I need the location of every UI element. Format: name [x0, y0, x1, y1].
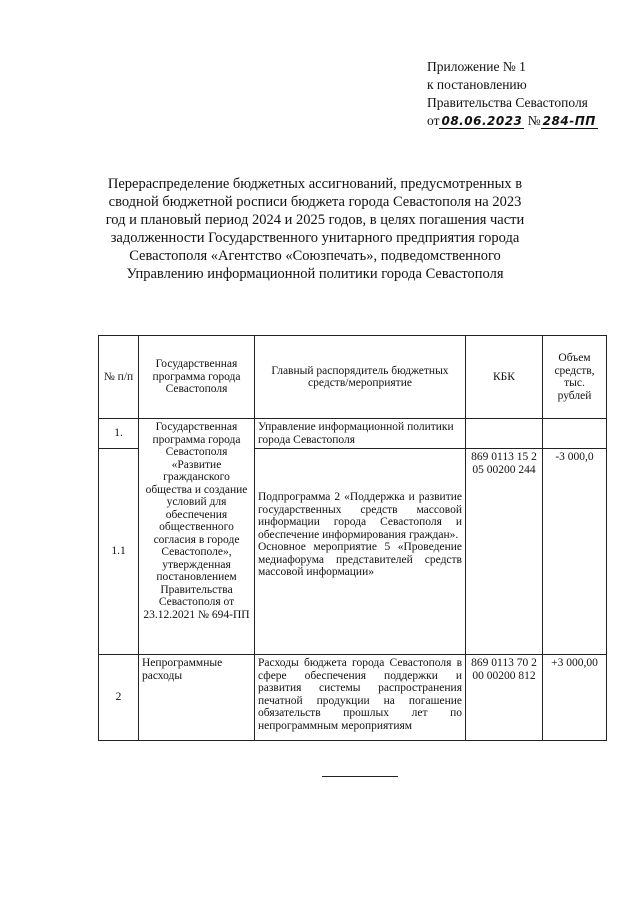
amount-cell: +3 000,00 — [543, 655, 607, 741]
amount-cell — [543, 419, 607, 449]
table-row — [99, 655, 607, 741]
header-kbk: КБК — [466, 336, 543, 419]
kbk-cell: 869 0113 70 2 00 00200 812 — [466, 655, 543, 741]
table-row — [99, 419, 607, 449]
ot-label: от — [427, 113, 440, 128]
closing-divider — [322, 776, 398, 777]
header-num: № п/п — [99, 336, 139, 419]
kbk-cell — [466, 419, 543, 449]
kbk-cell: 869 0113 15 2 05 00200 244 — [466, 449, 543, 655]
row-num: 1. — [99, 419, 139, 449]
manager-cell: Управление информационной политики города Севастополя — [255, 419, 466, 449]
appendix-issuer: Правительства Севастополя — [427, 95, 588, 110]
amount-cell: -3 000,0 — [543, 449, 607, 655]
budget-table — [98, 335, 607, 741]
document-title: Перераспределение бюджетных ассигнований, предусмотренных в сводной бюджетной росписи бюджета города Севастополя на 2023 год и плановый период 2024 и 2025 годов, в целях погашения части задолженности Государственного унитарного предприятия города Севастополя «Агентство «Союзпечать», подведомственного Управлению информационной политики города Севастополя — [105, 176, 525, 282]
row-num: 2 — [99, 655, 139, 741]
header-program: Государственная программа города Севастополя — [139, 336, 255, 419]
appendix-title: Приложение № 1 — [427, 59, 526, 74]
program-cell: Непрограммные расходы — [139, 655, 255, 741]
subprogram-text: Подпрограмма 2 «Поддержка и развитие государственных средств массовой информации города Севастополя и обеспечение информирования граждан». — [258, 491, 462, 541]
row-num: 1.1 — [99, 449, 139, 655]
main-event-text: Основное мероприятие 5 «Проведение медиафорума представителей средств массовой информации» — [258, 541, 462, 578]
handwritten-number: 284-ПП — [542, 114, 596, 128]
number-sign: № — [527, 113, 541, 128]
manager-cell — [255, 449, 466, 655]
program-cell: Государственная программа города Севастополя «Развитие гражданского общества и создание условий для обеспечения общественного согласия в городе Севастополе», утвержденная постановлением Правительства Севастополя от 23.12.2021 № 694-ПП — [139, 419, 255, 655]
manager-cell: Расходы бюджета города Севастополя в сфере обеспечения поддержки и развития системы распространения печатной продукции на погашение обязательств прошлых лет по непрограммным мероприятиям — [255, 655, 466, 741]
header-manager: Главный распорядитель бюджетных средств/мероприятие — [255, 336, 466, 419]
appendix-subtitle: к постановлению — [427, 77, 527, 92]
table-header-row — [99, 336, 607, 419]
handwritten-date: 08.06.2023 — [441, 114, 523, 128]
appendix-date-number — [427, 112, 598, 130]
appendix-block — [427, 58, 598, 130]
header-amount: Объем средств, тыс. рублей — [543, 336, 607, 419]
